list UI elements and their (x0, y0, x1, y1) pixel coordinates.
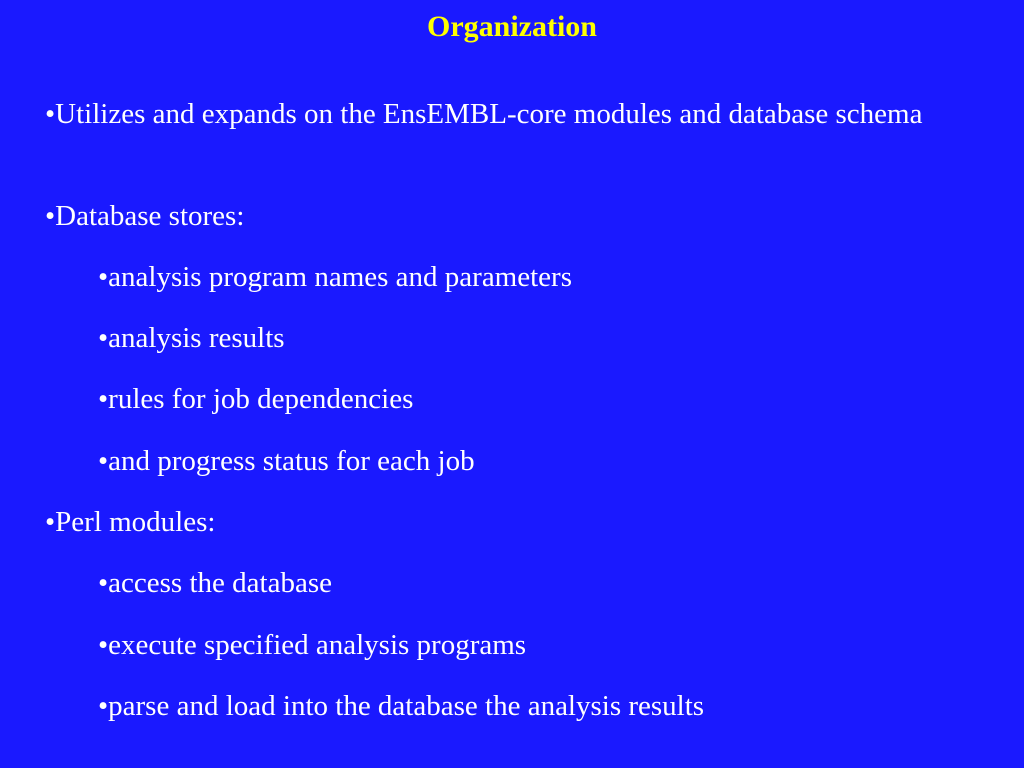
bullet-text: analysis results (108, 322, 285, 354)
sub-bullet-item (98, 258, 572, 297)
bullet-text: analysis program names and parameters (108, 261, 572, 293)
sub-bullet-item (98, 626, 526, 665)
bullet-text: access the database (108, 567, 332, 599)
sub-bullet-item (98, 380, 413, 419)
bullet-marker: • (45, 200, 56, 232)
bullet-marker: • (98, 567, 109, 599)
bullet-marker: • (98, 322, 109, 354)
bullet-text: and progress status for each job (108, 445, 475, 477)
bullet-text: Database stores: (55, 200, 245, 232)
bullet-marker: • (98, 383, 109, 415)
bullet-text: Perl modules: (55, 506, 216, 538)
bullet-marker: • (98, 261, 109, 293)
bullet-text: rules for job dependencies (108, 383, 414, 415)
bullet-item (45, 503, 215, 542)
slide-title: Organization (427, 10, 597, 43)
bullet-item (45, 95, 980, 134)
bullet-text: parse and load into the database the analysis results (108, 690, 705, 722)
sub-bullet-item (98, 442, 475, 481)
bullet-marker: • (98, 690, 109, 722)
sub-bullet-item (98, 687, 704, 726)
bullet-marker: • (45, 98, 56, 130)
bullet-item (45, 197, 244, 236)
bullet-marker: • (98, 445, 109, 477)
bullet-text: execute specified analysis programs (108, 629, 527, 661)
bullet-text: Utilizes and expands on the EnsEMBL-core modules and database schema (55, 98, 923, 130)
bullet-marker: • (98, 629, 109, 661)
sub-bullet-item (98, 564, 332, 603)
bullet-marker: • (45, 506, 56, 538)
sub-bullet-item (98, 319, 285, 358)
